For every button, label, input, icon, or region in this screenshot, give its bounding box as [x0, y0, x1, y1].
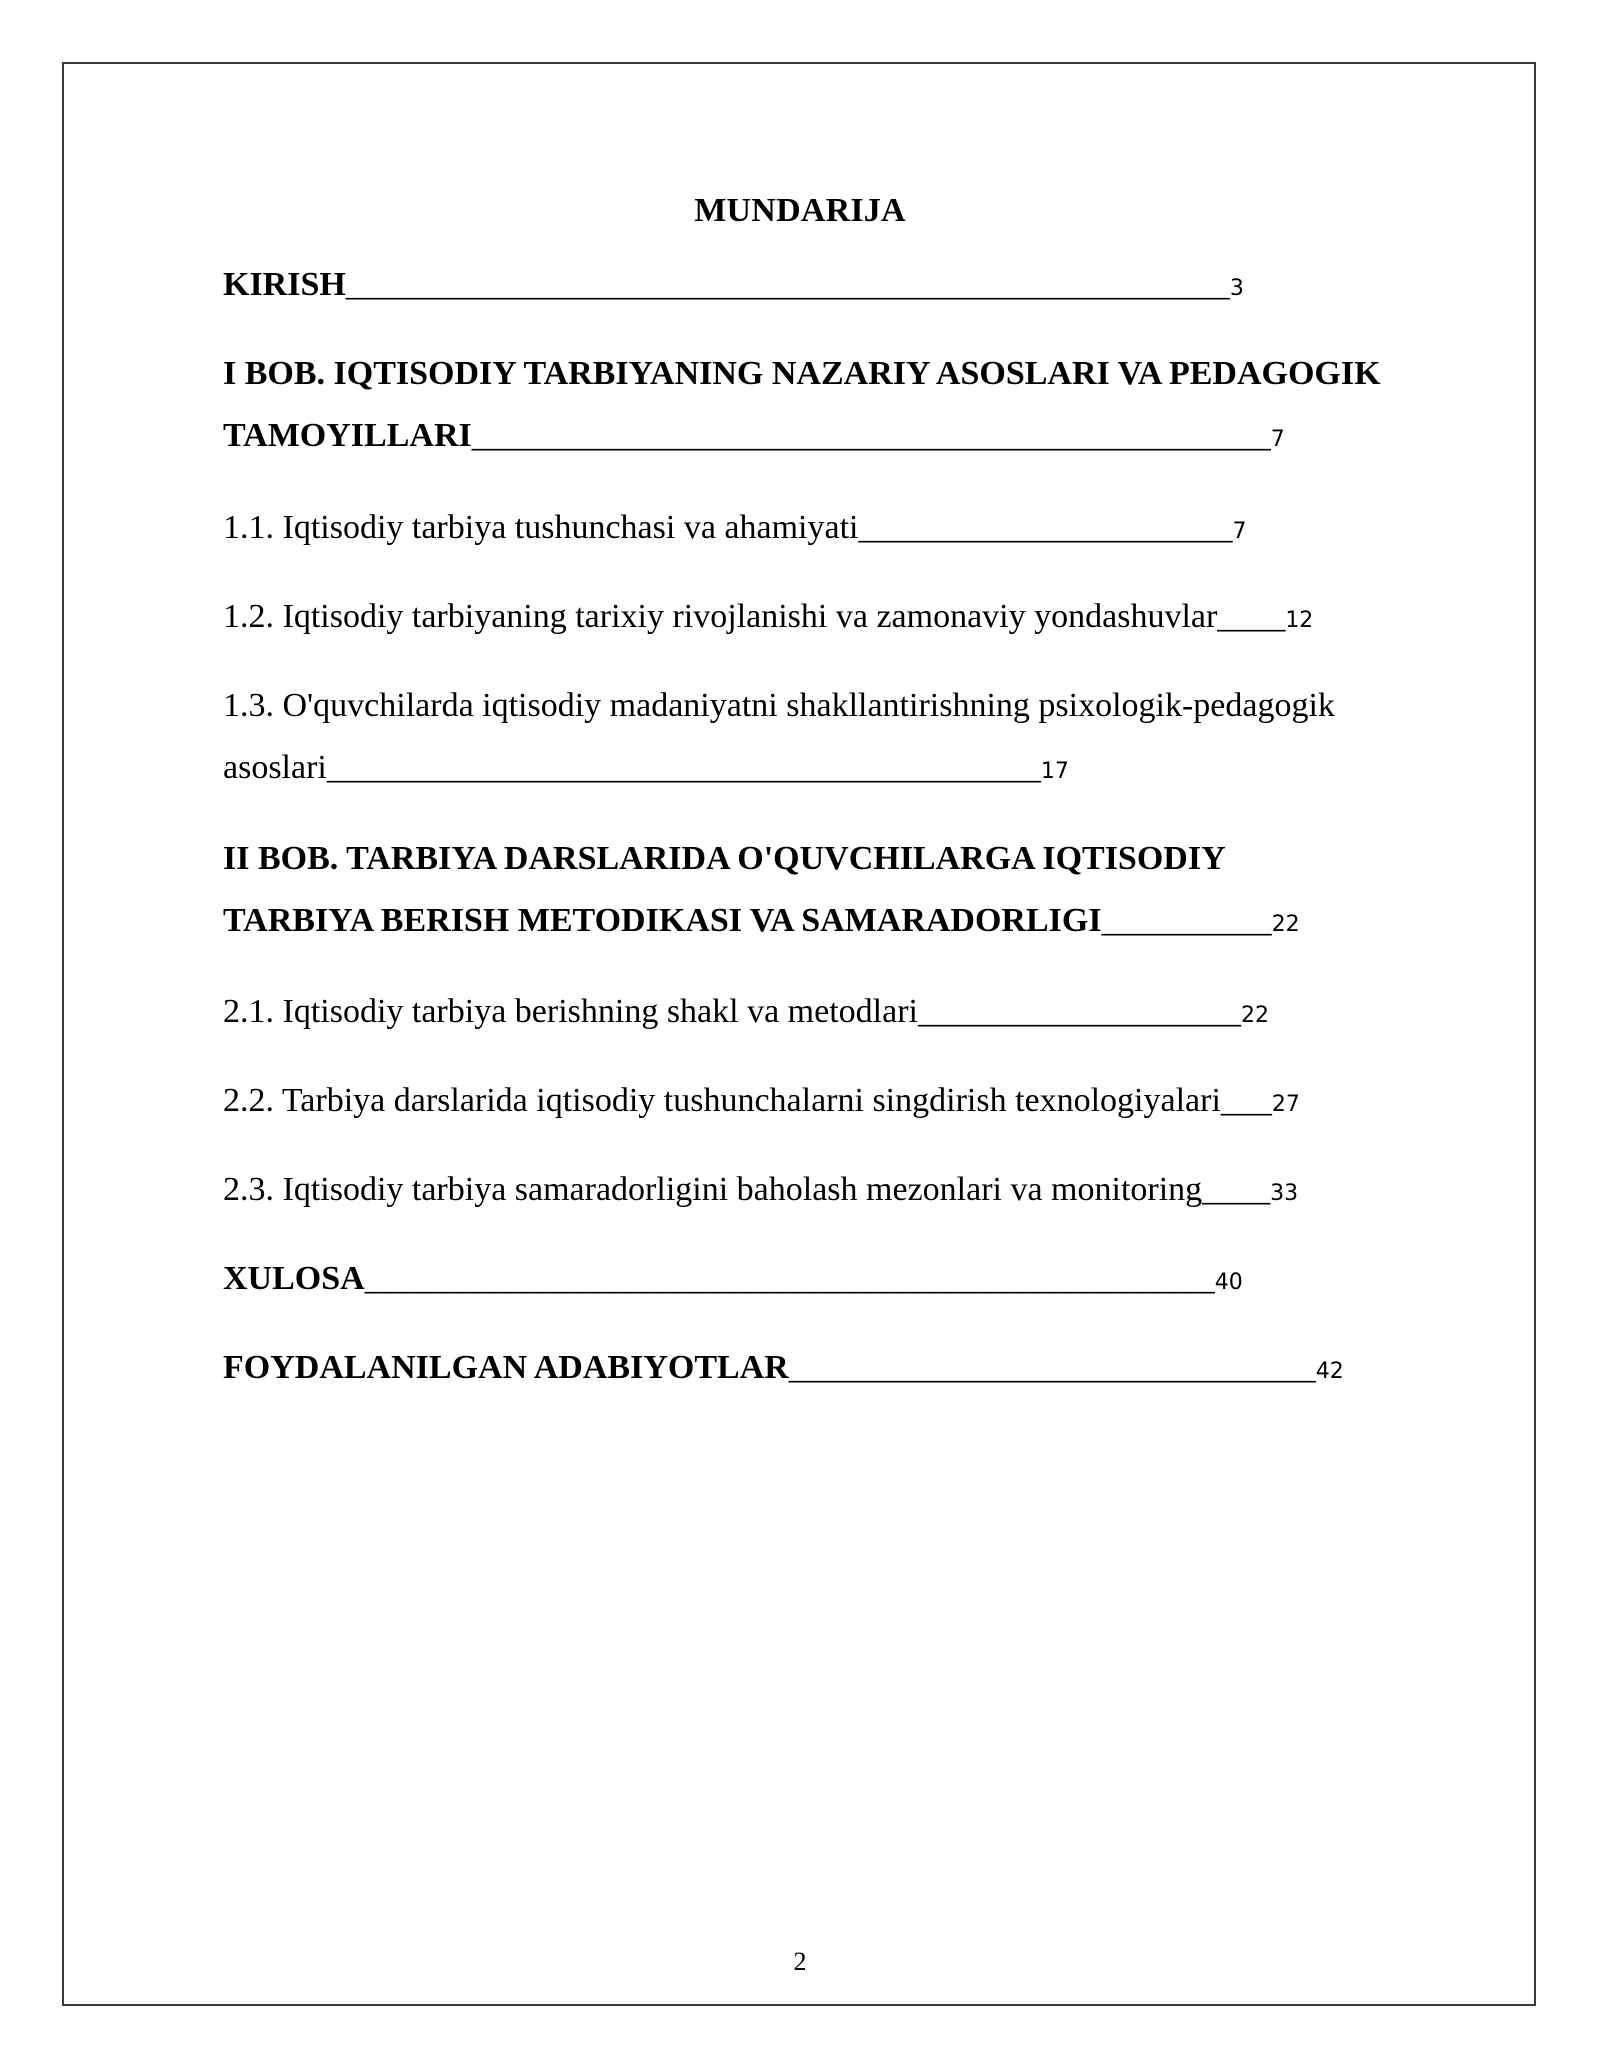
toc-entry-title: 1.1. Iqtisodiy tarbiya tushunchasi va ahamiyati: [223, 509, 859, 546]
toc-entry-chapter-1[interactable]: [223, 343, 1381, 471]
toc-entry-title: 2.1. Iqtisodiy tarbiya berishning shakl va metodlari: [223, 993, 918, 1030]
toc-page-number: 22: [1271, 912, 1300, 937]
toc-page-number: 17: [1040, 759, 1069, 784]
toc-leader: ______________________: [858, 509, 1233, 546]
toc-page-number: 27: [1271, 1092, 1300, 1117]
toc-page-number: 33: [1270, 1181, 1299, 1206]
toc-page-number: 22: [1240, 1003, 1269, 1028]
toc-entry-title-line-1: 1.3. O'quvchilarda iqtisodiy madaniyatni shakllantirishning psixologik-pedagogik: [223, 687, 1335, 724]
toc-leader: ___: [1220, 1082, 1272, 1119]
toc-page-number: 40: [1214, 1270, 1243, 1295]
toc-entry-section-1-3[interactable]: [223, 675, 1335, 803]
toc-heading: MUNDARIJA: [694, 192, 906, 229]
toc-entry-kirish[interactable]: [223, 254, 1244, 320]
toc-leader: __________: [1101, 902, 1272, 939]
toc-page-number: 3: [1229, 276, 1244, 301]
toc-entry-title: XULOSA: [223, 1260, 365, 1297]
toc-entry-section-1-2[interactable]: [223, 586, 1313, 652]
toc-page-number: 7: [1232, 519, 1247, 544]
toc-entry-title-line-1: II BOB. TARBIYA DARSLARIDA O'QUVCHILARGA IQTISODIY: [223, 840, 1226, 877]
toc-entry-title-line-2: TARBIYA BERISH METODIKASI VA SAMARADORLIGI: [223, 902, 1102, 939]
toc-page-number: 12: [1285, 608, 1314, 633]
toc-entry-section-2-3[interactable]: [223, 1159, 1298, 1225]
toc-entry-section-1-1[interactable]: [223, 497, 1246, 563]
toc-entry-section-2-1[interactable]: [223, 981, 1269, 1047]
toc-leader: _______________________________: [788, 1349, 1316, 1386]
toc-entry-title: 2.3. Iqtisodiy tarbiya samaradorligini baholash mezonlari va monitoring: [223, 1171, 1203, 1208]
toc-entry-title-line-2: asoslari: [223, 749, 327, 786]
toc-leader: __________________________________________: [326, 749, 1041, 786]
toc-entry-title-line-2: TAMOYILLARI: [223, 417, 472, 454]
toc-entry-bibliography[interactable]: [223, 1337, 1344, 1403]
toc-entry-title: 1.2. Iqtisodiy tarbiyaning tarixiy rivojlanishi va zamonaviy yondashuvlar: [223, 598, 1218, 635]
toc-leader: ____: [1217, 598, 1286, 635]
toc-leader: _______________________________________________: [471, 417, 1271, 454]
toc-leader: ____________________________________________________: [345, 266, 1230, 303]
toc-page-number: 7: [1270, 427, 1285, 452]
toc-entry-chapter-2[interactable]: [223, 828, 1300, 956]
toc-leader: __________________________________________________: [364, 1260, 1215, 1297]
toc-entry-title: KIRISH: [223, 266, 346, 303]
toc-leader: ___________________: [917, 993, 1241, 1030]
toc-leader: ____: [1202, 1171, 1271, 1208]
toc-entry-xulosa[interactable]: [223, 1248, 1243, 1314]
toc-entry-title: FOYDALANILGAN ADABIYOTLAR: [223, 1349, 789, 1386]
toc-entry-section-2-2[interactable]: [223, 1070, 1300, 1136]
page-number: 2: [793, 1947, 807, 1976]
toc-page-number: 42: [1315, 1359, 1344, 1384]
toc-entry-title-line-1: I BOB. IQTISODIY TARBIYANING NAZARIY ASOSLARI VA PEDAGOGIK: [223, 355, 1381, 392]
toc-entry-title: 2.2. Tarbiya darslarida iqtisodiy tushunchalarni singdirish texnologiyalari: [223, 1082, 1221, 1119]
